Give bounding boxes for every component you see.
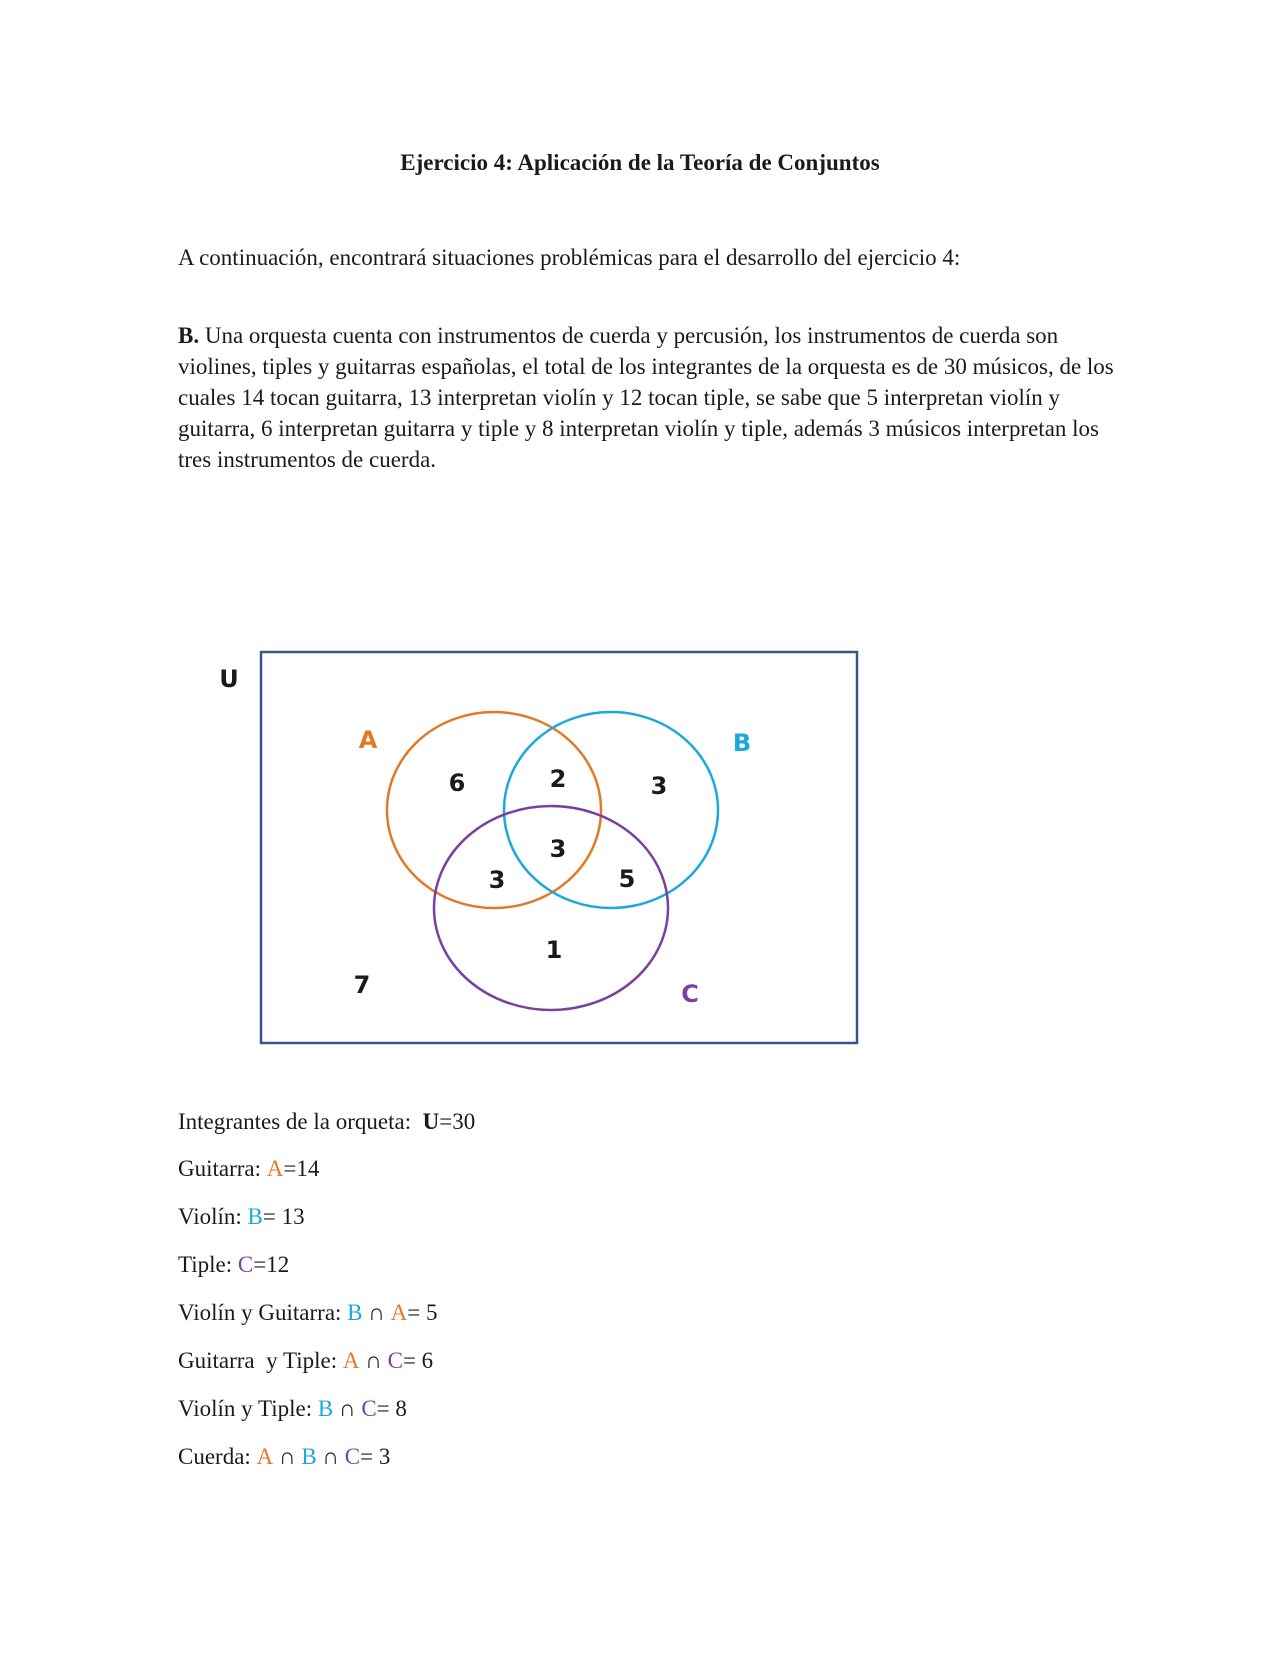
intersection-symbol: ∩ [365,1348,382,1373]
summary-guitarra-tiple-value: = 6 [402,1348,434,1373]
summary-total-label: Integrantes de la orqueta: [178,1109,412,1134]
summary-violin-label: Violín: [178,1204,242,1229]
summary-cuerda [178,1442,390,1472]
summary-guitarra-label: Guitarra: [178,1156,262,1181]
summary-guitarra-tiple [178,1346,433,1376]
intersection-symbol: ∩ [278,1444,296,1469]
summary-violin-guitarra-set-a: A [390,1300,408,1325]
summary-violin-tiple-label: Violín y Tiple: [178,1396,313,1421]
region-a-and-c: 3 [488,866,506,894]
intersection-symbol: ∩ [322,1444,340,1469]
set-c-label: C [681,980,699,1008]
summary-total-symbol: U [422,1109,440,1134]
summary-cuerda-set-c: C [344,1444,361,1469]
summary-tiple-value: =12 [253,1252,290,1277]
region-b-and-c: 5 [618,865,636,893]
summary-cuerda-set-a: A [256,1444,274,1469]
summary-tiple [178,1250,289,1280]
summary-cuerda-value: = 3 [360,1444,391,1469]
region-outside: 7 [353,971,371,999]
summary-violin-tiple [178,1394,407,1424]
summary-guitarra-tiple-label: Guitarra y Tiple: [178,1348,338,1373]
summary-cuerda-set-b: B [301,1444,317,1469]
summary-tiple-set: C [237,1252,254,1277]
summary-violin-guitarra-value: = 5 [407,1300,438,1325]
region-a-only: 6 [448,769,466,797]
universe-label: U [219,665,239,693]
summary-violin-tiple-set-c: C [361,1396,377,1421]
summary-violin-value: = 13 [262,1204,305,1229]
summary-violin-guitarra [178,1298,438,1328]
problem-text: Una orquesta cuenta con instrumentos de cuerda y percusión, los instrumentos de cuerda son violines, tiples y guitarras españolas, el total de los integrantes de la orquesta es de 30 músicos, de los cuales 14 tocan guitarra, 13 interpretan violín y 12 tocan tiple, se sabe que 5 interpretan violín y guitarra, 6 interpretan guitarra y tiple y 8 interpretan violín y tiple, además 3 músicos interpretan los tres instrumentos de cuerda. [178,323,1114,472]
summary-violin-tiple-value: = 8 [376,1396,407,1421]
region-c-only: 1 [545,936,563,964]
region-b-only: 3 [650,772,668,800]
summary-guitarra [178,1154,319,1184]
summary-total-value: =30 [439,1109,476,1134]
set-a-label: A [358,726,378,754]
summary-violin-tiple-set-b: B [317,1396,334,1421]
summary-tiple-label: Tiple: [178,1252,233,1277]
region-a-and-b: 2 [549,765,567,793]
summary-guitarra-set: A [266,1156,284,1181]
intersection-symbol: ∩ [338,1396,356,1421]
summary-guitarra-value: =14 [283,1156,320,1181]
intro-paragraph: A continuación, encontrará situaciones problémicas para el desarrollo del ejercicio 4: [178,245,961,270]
summary-violin-guitarra-set-b: B [347,1300,363,1325]
summary-violin-set: B [247,1204,263,1229]
summary-violin-guitarra-label: Violín y Guitarra: [178,1300,342,1325]
region-a-b-c: 3 [549,835,567,863]
summary-cuerda-label: Cuerda: [178,1444,251,1469]
problem-label: B. [178,323,200,348]
set-b-label: B [732,729,752,757]
summary-violin [178,1202,305,1232]
summary-guitarra-tiple-set-a: A [342,1348,360,1373]
page-title: Ejercicio 4: Aplicación de la Teoría de Conjuntos [400,150,880,175]
intersection-symbol: ∩ [368,1300,385,1325]
set-b-circle [504,712,718,908]
summary-guitarra-tiple-set-c: C [387,1348,403,1373]
summary-total [178,1107,475,1137]
